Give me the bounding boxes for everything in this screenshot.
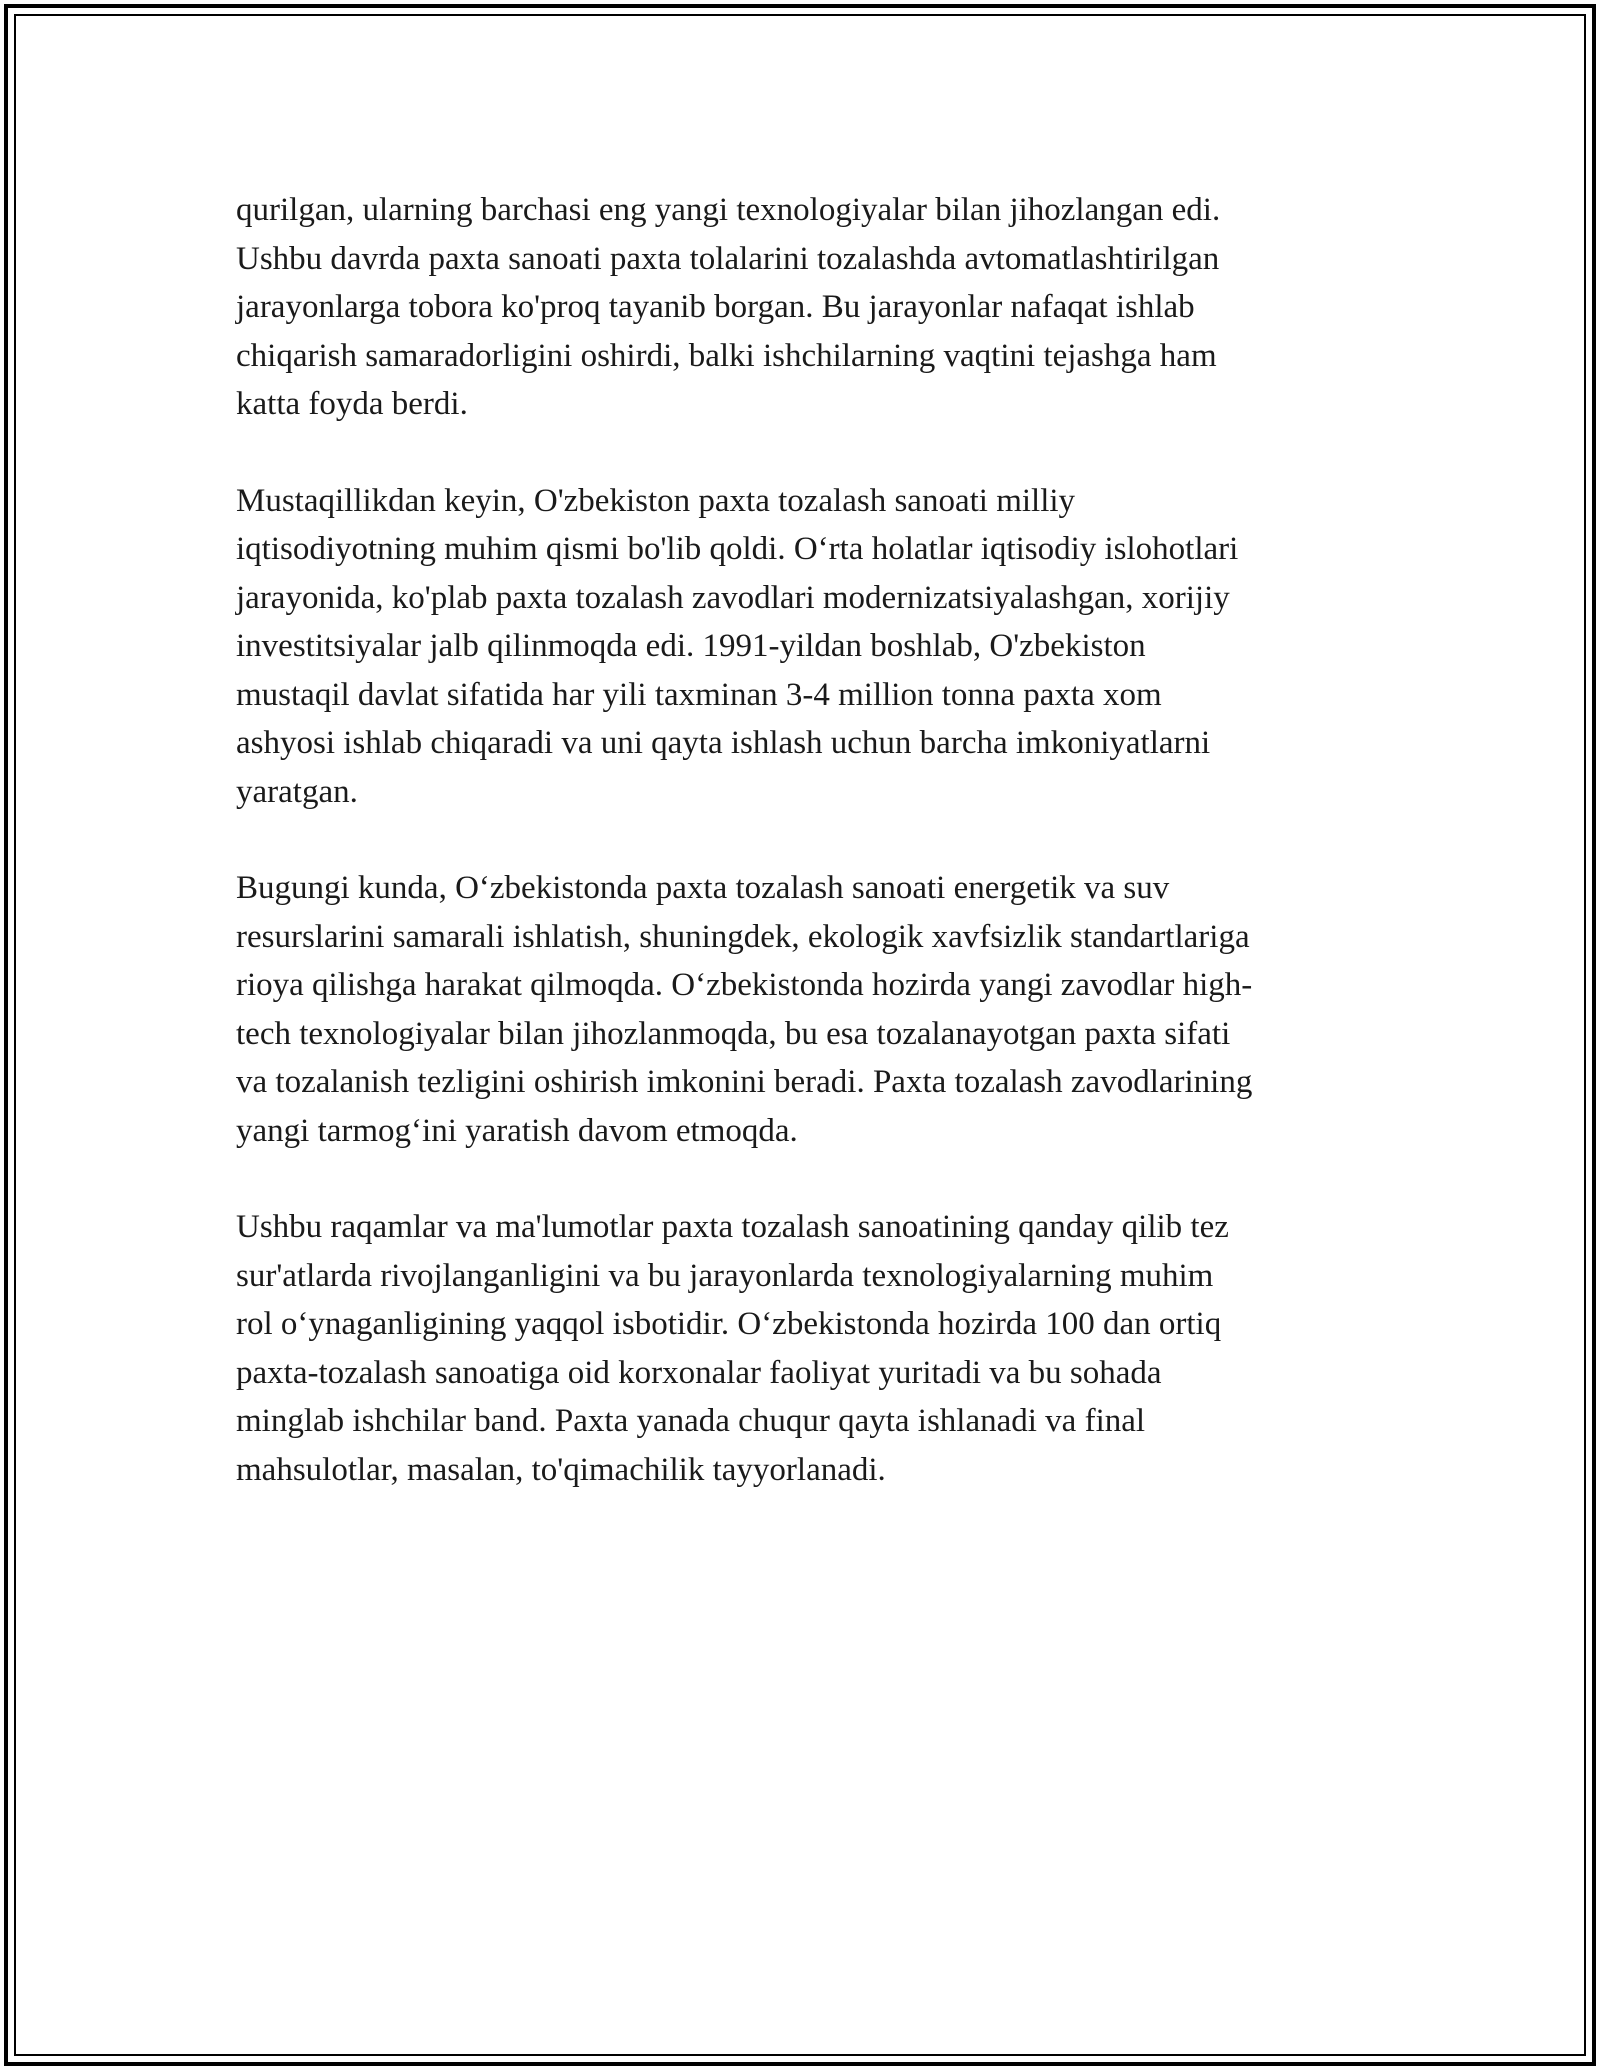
paragraph-2: Mustaqillikdan keyin, O'zbekiston paxta tozalash sanoati milliy iqtisodiyotning muhim qismi bo'lib qoldi. O‘rta holatlar iqtisodiy islohotlari jarayonida, ko'plab paxta tozalash zavodlari modernizatsiyalashgan, xorijiy investitsiyalar jalb qilinmoqda edi. 1991-yildan boshlab, O'zbekiston mustaqil davlat sifatida har yili taxminan 3-4 million tonna paxta xom ashyosi ishlab chiqaradi va uni qayta ishlash uchun barcha imkoniyatlarni yaratgan. — [236, 482, 1239, 810]
paragraph-3: Bugungi kunda, O‘zbekistonda paxta tozalash sanoati energetik va suv resurslarini samarali ishlatish, shuningdek, ekologik xavfsizlik standartlariga rioya qilishga harakat qilmoqda. O‘zbekistonda hozirda yangi zavodlar high- tech texnologiyalar bilan jihozlanmoqda, bu esa tozalanayotgan paxta sifati va tozalanish tezligini oshirish imkonini beradi. Paxta tozalash zavodlarining yangi tarmog‘ini yaratish davom etmoqda. — [236, 870, 1253, 1149]
paragraph-1: qurilgan, ularning barchasi eng yangi texnologiyalar bilan jihozlangan edi. Ushbu davrda paxta sanoati paxta tolalarini tozalashda avtomatlashtirilgan jarayonlarga tobora ko'proq tayanib borgan. Bu jarayonlar nafaqat ishlab chiqarish samaradorligini oshirdi, balki ishchilarning vaqtini tejashga ham katta foyda berdi. — [236, 192, 1221, 422]
paragraph-4: Ushbu raqamlar va ma'lumotlar paxta tozalash sanoatining qanday qilib tez sur'atlarda rivojlanganligini va bu jarayonlarda texnologiyalarning muhim rol o‘ynaganligining yaqqol isbotidir. O‘zbekistonda hozirda 100 dan ortiq paxta-tozalash sanoatiga oid korxonalar faoliyat yuritadi va bu sohada minglab ishchilar band. Paxta yanada chuqur qayta ishlanadi va final mahsulotlar, masalan, to'qimachilik tayyorlanadi. — [236, 1209, 1229, 1488]
document-body — [236, 186, 1376, 1542]
